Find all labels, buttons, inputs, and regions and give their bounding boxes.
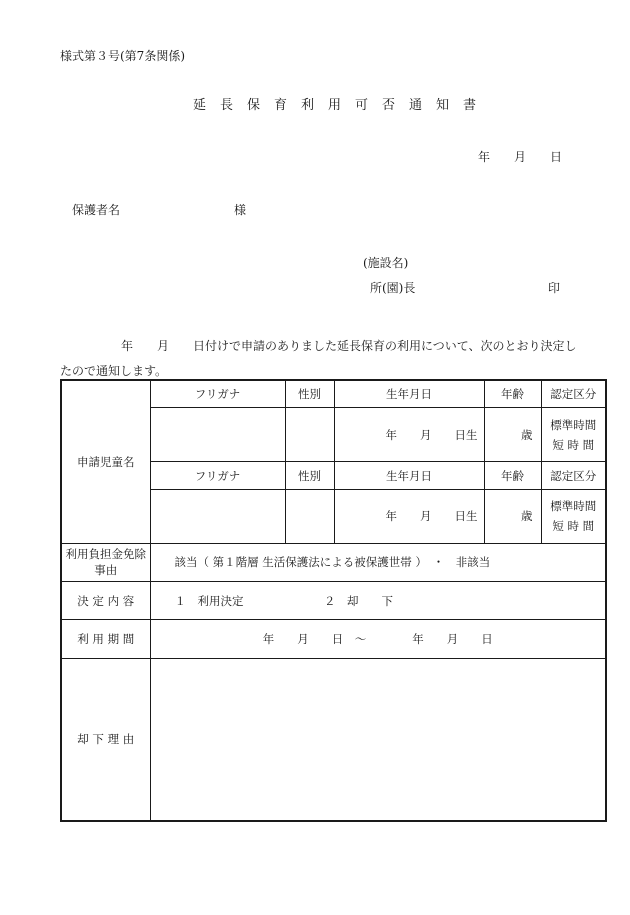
exemption-value[interactable]: 該当（ 第１階層 生活保護法による被保護世帯 ） ・ 非該当 (150, 543, 606, 581)
honorific: 様 (234, 203, 247, 217)
rejection-reason-field[interactable] (150, 658, 606, 821)
birthdate-header: 生年月日 (334, 462, 484, 489)
document-title: 延長保育利用可否通知書 (193, 98, 491, 113)
furigana-header: フリガナ (150, 462, 285, 489)
exemption-label: 利用負担金免除事由 (61, 543, 150, 581)
exemption-row (61, 543, 606, 581)
category-header: 認定区分 (541, 380, 606, 408)
decision-table (60, 379, 607, 822)
guardian-label: 保護者名 (72, 203, 121, 217)
category-standard: 標準時間 (550, 499, 597, 514)
rejection-label: 却 下 理 由 (61, 658, 150, 821)
age-header: 年齢 (484, 380, 541, 408)
age-header: 年齢 (484, 462, 541, 489)
rejection-row (61, 658, 606, 821)
gender-header: 性別 (285, 380, 334, 408)
gender-field[interactable] (285, 489, 334, 543)
form-number: 様式第３号(第7条関係) (60, 49, 185, 63)
decision-value[interactable]: １ 利用決定 ２ 却 下 (150, 582, 606, 620)
age-field[interactable]: 歳 (484, 408, 541, 462)
notice-text: 年 月 日付けで申請のありました延長保育の利用について、次のとおり決定したので通知します。 (60, 339, 577, 378)
furigana-field[interactable] (150, 408, 285, 462)
facility-label: (施設名) (363, 256, 409, 270)
birthdate-header: 生年月日 (334, 380, 484, 408)
age-field[interactable]: 歳 (484, 489, 541, 543)
birthdate-field[interactable]: 年 月 日生 (334, 489, 484, 543)
category-header: 認定区分 (541, 462, 606, 489)
seal-mark: 印 (548, 281, 561, 295)
gender-header: 性別 (285, 462, 334, 489)
director-label: 所(園)長 (370, 281, 416, 295)
guardian-name-line (72, 201, 246, 218)
category-field[interactable] (541, 408, 606, 462)
child1-header-row (61, 380, 606, 408)
decision-row (61, 582, 606, 620)
decision-label: 決 定 内 容 (61, 582, 150, 620)
period-value[interactable]: 年 月 日 ～ 年 月 日 (150, 620, 606, 658)
category-short: 短 時 間 (552, 437, 595, 452)
notice-body (60, 334, 580, 384)
category-field[interactable] (541, 489, 606, 543)
gender-field[interactable] (285, 408, 334, 462)
furigana-header: フリガナ (150, 380, 285, 408)
birthdate-field[interactable]: 年 月 日生 (334, 408, 484, 462)
category-standard: 標準時間 (550, 417, 597, 432)
period-row (61, 620, 606, 658)
period-label: 利 用 期 間 (61, 620, 150, 658)
applicant-label: 申請児童名 (61, 380, 150, 543)
furigana-field[interactable] (150, 489, 285, 543)
category-short: 短 時 間 (552, 519, 595, 534)
issue-date: 年 月 日 (478, 150, 563, 164)
